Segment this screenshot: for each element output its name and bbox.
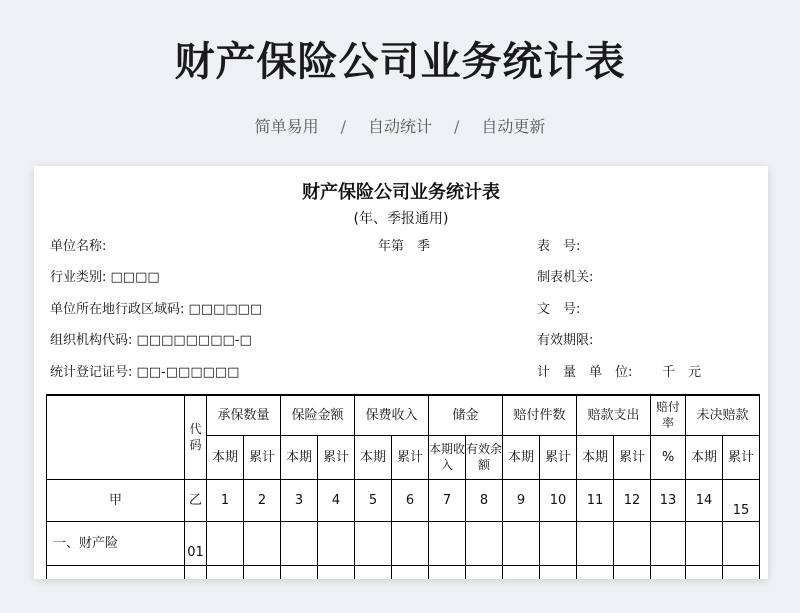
table-no-field: 表 号: — [537, 239, 581, 254]
group-header: 赔付率 — [651, 395, 686, 435]
index-row — [47, 479, 760, 521]
tagline-separator: / — [454, 117, 460, 136]
index-label-cell: 甲 — [47, 479, 185, 521]
data-cell[interactable] — [577, 565, 614, 579]
data-cell[interactable] — [503, 565, 540, 579]
group-header: 赔付件数 — [503, 395, 577, 435]
hero-title: 财产保险公司业务统计表 — [174, 39, 626, 85]
data-cell[interactable] — [651, 565, 686, 579]
issuer-field: 制表机关: — [537, 270, 594, 285]
index-cell: 10 — [540, 479, 577, 521]
data-cell[interactable] — [466, 565, 503, 579]
group-header: 保险金额 — [281, 395, 355, 435]
index-cell: 5 — [355, 479, 392, 521]
index-cell: 15 — [723, 479, 760, 521]
index-cell: 14 — [686, 479, 723, 521]
unit-label-field: 计 量 单 位: — [537, 365, 633, 380]
sub-header: 累计 — [244, 435, 281, 479]
data-cell[interactable] — [540, 565, 577, 579]
data-cell[interactable] — [466, 521, 503, 565]
data-cell[interactable] — [614, 565, 651, 579]
data-cell[interactable] — [429, 565, 466, 579]
tagline-separator: / — [340, 117, 346, 136]
index-code-cell: 乙 — [185, 479, 207, 521]
sub-header: 累计 — [723, 435, 760, 479]
data-cell[interactable] — [207, 565, 244, 579]
data-cell[interactable] — [281, 521, 318, 565]
data-cell[interactable] — [723, 521, 760, 565]
stats-table — [46, 394, 760, 579]
index-cell: 4 — [318, 479, 355, 521]
tagline — [0, 114, 800, 137]
code-header: 代码 — [185, 395, 207, 479]
form-title: 财产保险公司业务统计表 — [302, 182, 500, 203]
index-cell: 2 — [244, 479, 281, 521]
index-cell: 11 — [577, 479, 614, 521]
tagline-item: 自动统计 — [367, 117, 432, 136]
data-cell[interactable] — [244, 521, 281, 565]
data-cell[interactable] — [392, 565, 429, 579]
data-cell[interactable] — [577, 521, 614, 565]
region-code-field: 单位所在地行政区域码: □□□□□□ — [50, 302, 263, 317]
index-cell: 13 — [651, 479, 686, 521]
data-cell[interactable] — [318, 521, 355, 565]
form-subtitle: (年、季报通用) — [353, 211, 449, 227]
sub-header: 本期 — [577, 435, 614, 479]
data-cell[interactable] — [429, 521, 466, 565]
data-cell[interactable] — [207, 521, 244, 565]
index-cell: 8 — [466, 479, 503, 521]
index-cell: 1 — [207, 479, 244, 521]
sub-header: 本期 — [207, 435, 244, 479]
table-row — [47, 565, 760, 579]
group-header: 承保数量 — [207, 395, 281, 435]
data-cell[interactable] — [686, 565, 723, 579]
form-sheet — [34, 166, 768, 579]
data-cell[interactable] — [540, 521, 577, 565]
sub-header: 本期 — [503, 435, 540, 479]
industry-field: 行业类别: □□□□ — [50, 270, 160, 285]
valid-period-field: 有效期限: — [537, 333, 594, 348]
data-cell[interactable] — [355, 521, 392, 565]
tagline-item: 简单易用 — [254, 117, 319, 136]
stat-reg-no-field: 统计登记证号: □□-□□□□□□ — [50, 365, 240, 380]
row-label-cell — [47, 565, 185, 579]
data-cell[interactable] — [318, 565, 355, 579]
sub-header: 累计 — [318, 435, 355, 479]
data-cell[interactable] — [392, 521, 429, 565]
sub-header: 本期 — [281, 435, 318, 479]
label-header-cell — [47, 395, 185, 479]
sub-header: 累计 — [614, 435, 651, 479]
data-cell[interactable] — [244, 565, 281, 579]
data-cell[interactable] — [651, 521, 686, 565]
org-code-field: 组织机构代码: □□□□□□□□-□ — [50, 333, 252, 348]
sub-header: 累计 — [540, 435, 577, 479]
row-label-cell: 一、财产险 — [47, 521, 185, 565]
unit-name-field: 单位名称: — [50, 239, 107, 254]
sub-header: 本期 — [686, 435, 723, 479]
row-code-cell: 01 — [185, 521, 207, 565]
index-cell: 9 — [503, 479, 540, 521]
sub-header: % — [651, 435, 686, 479]
group-header: 未决赔款 — [686, 395, 760, 435]
data-cell[interactable] — [355, 565, 392, 579]
row-code-cell — [185, 565, 207, 579]
doc-no-field: 文 号: — [537, 302, 581, 317]
data-cell[interactable] — [503, 521, 540, 565]
data-cell[interactable] — [686, 521, 723, 565]
sub-header: 本期 — [355, 435, 392, 479]
index-cell: 12 — [614, 479, 651, 521]
group-header: 保费收入 — [355, 395, 429, 435]
group-header: 赔款支出 — [577, 395, 651, 435]
group-header: 储金 — [429, 395, 503, 435]
table-row — [47, 521, 760, 565]
sub-header: 本期收入 — [429, 435, 466, 479]
data-cell[interactable] — [614, 521, 651, 565]
index-cell: 3 — [281, 479, 318, 521]
data-cell[interactable] — [723, 565, 760, 579]
tagline-item: 自动更新 — [481, 117, 546, 136]
sub-header: 累计 — [392, 435, 429, 479]
index-cell: 6 — [392, 479, 429, 521]
sub-header: 有效余额 — [466, 435, 503, 479]
year-quarter-field: 年第 季 — [378, 239, 431, 254]
data-cell[interactable] — [281, 565, 318, 579]
unit-value-field: 千 元 — [662, 365, 702, 380]
index-cell: 7 — [429, 479, 466, 521]
